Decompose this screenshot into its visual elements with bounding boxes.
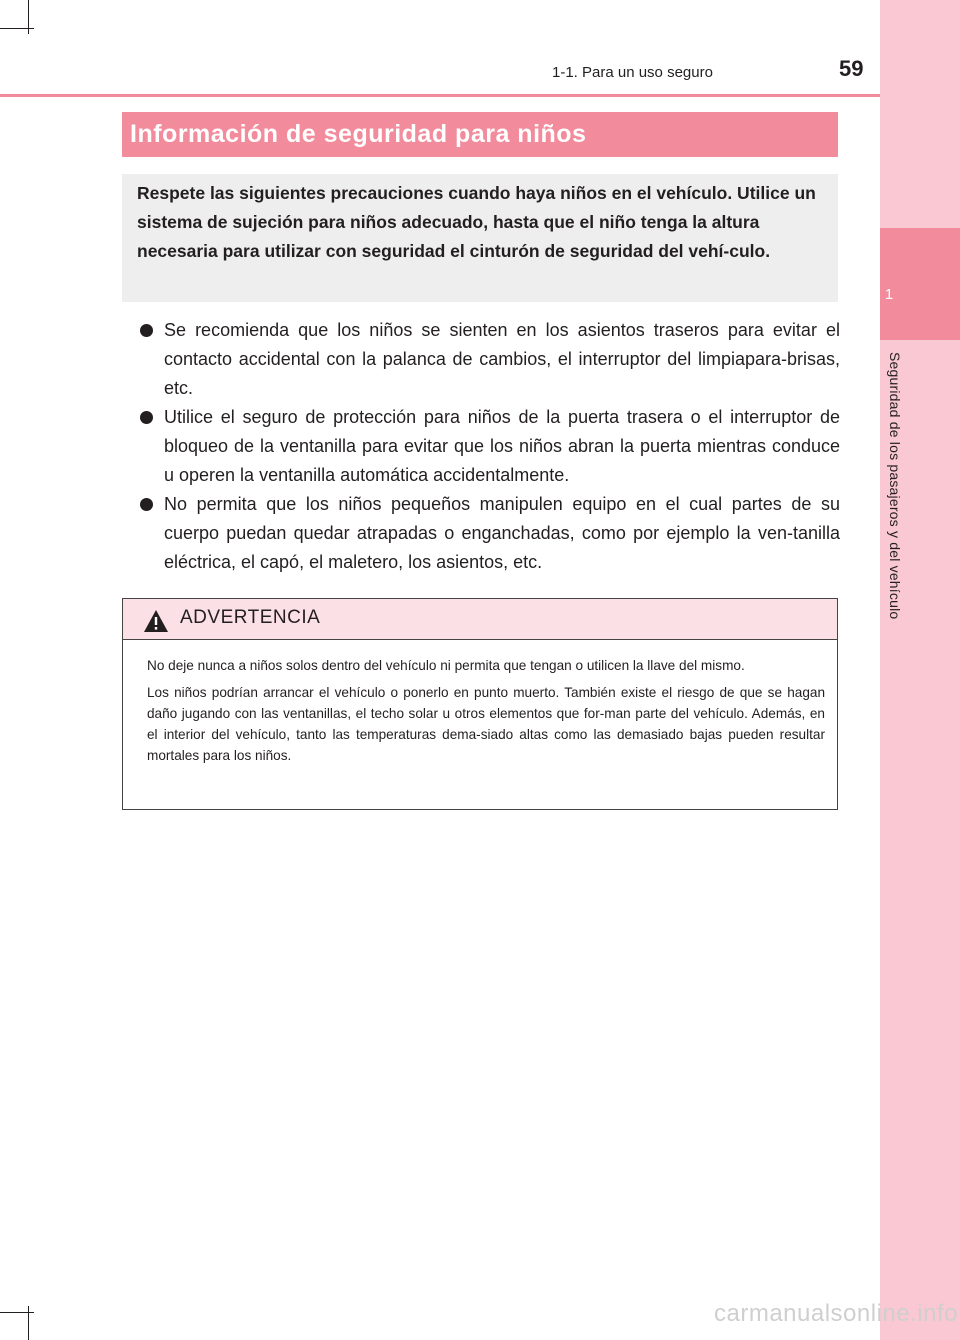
list-item-text: Se recomienda que los niños se sienten en los asientos traseros para evitar el contacto accidental con la palanca de cambios, el interruptor del limpiapara-brisas, etc. xyxy=(164,320,840,398)
intro-box xyxy=(122,174,838,302)
list-item xyxy=(140,490,840,577)
section-label: 1-1. Para un uso seguro xyxy=(552,64,713,81)
page-number: 59 xyxy=(839,56,864,81)
warning-triangle-icon xyxy=(143,609,169,633)
list-item-text: No permita que los niños pequeños manipulen equipo en el cual partes de su cuerpo puedan quedar atrapadas o enganchadas, como por ejemplo la ven-tanilla eléctrica, el capó, el maletero, los asientos, etc. xyxy=(164,494,840,572)
warning-title: ADVERTENCIA xyxy=(180,607,321,628)
chapter-tab[interactable] xyxy=(880,228,960,340)
watermark: carmanualsonline.info xyxy=(714,1300,958,1327)
list-item xyxy=(140,316,840,403)
list-item xyxy=(140,403,840,490)
chapter-sidebar xyxy=(880,0,960,1340)
precaution-list xyxy=(140,316,840,577)
bullet-icon xyxy=(140,324,153,337)
crop-mark xyxy=(0,1312,34,1313)
page-title: Información de seguridad para niños xyxy=(130,120,587,148)
header-divider xyxy=(0,94,880,97)
warning-paragraph: Los niños podrían arrancar el vehículo o ponerlo en punto muerto. También existe el riesgo de que se hagan daño jugando con las ventanillas, el techo solar u otros elementos que for-man parte del vehículo. Además, en el interior del vehículo, tanto las temperaturas dema-siado altas como las demasiado bajas pueden resultar mortales para los niños. xyxy=(147,685,825,763)
intro-text: Respete las siguientes precauciones cuando haya niños en el vehículo. Utilice un sistema de sujeción para niños adecuado, hasta que el niño tenga la altura necesaria para utilizar con seguridad el cinturón de seguridad del vehí-culo. xyxy=(137,183,816,261)
warning-box xyxy=(122,598,838,810)
chapter-title: Seguridad de los pasajeros y del vehículo xyxy=(887,352,903,620)
chapter-number: 1 xyxy=(884,286,894,303)
warning-paragraph: No deje nunca a niños solos dentro del vehículo ni permita que tengan o utilicen la llave del mismo. xyxy=(147,658,745,673)
page-title-bar xyxy=(122,112,838,157)
warning-body xyxy=(147,655,825,772)
bullet-icon xyxy=(140,498,153,511)
crop-mark xyxy=(0,28,34,29)
warning-header xyxy=(123,599,837,640)
bullet-icon xyxy=(140,411,153,424)
list-item-text: Utilice el seguro de protección para niños de la puerta trasera o el interruptor de bloqueo de la ventanilla para evitar que los niños abran la puerta mientras conduce u operen la ventanilla automática accidentalmente. xyxy=(164,407,840,485)
